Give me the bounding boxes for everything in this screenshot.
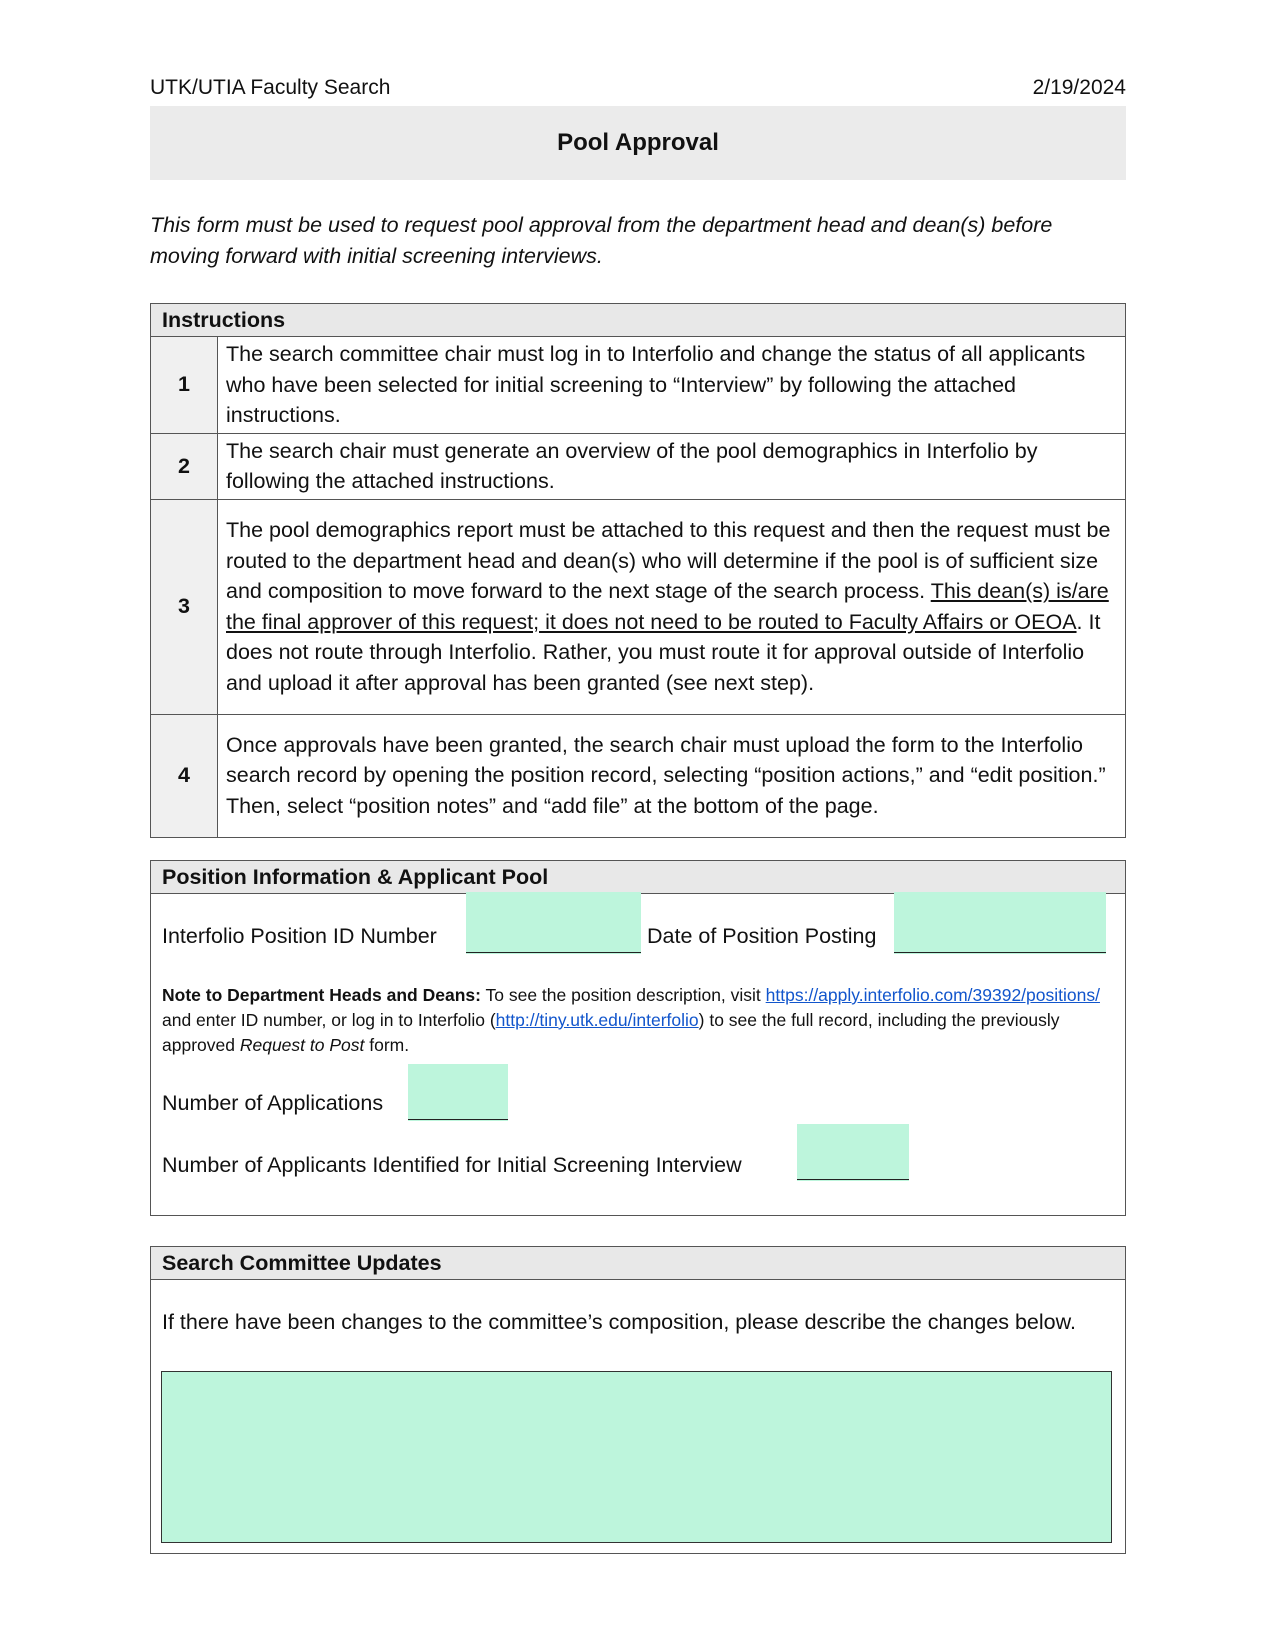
position-id-field[interactable] bbox=[466, 892, 641, 954]
posting-date-label: Date of Position Posting bbox=[647, 924, 877, 948]
note-bold: Note to Department Heads and Deans: bbox=[162, 985, 481, 1005]
title-band bbox=[150, 106, 1126, 180]
step-number: 1 bbox=[151, 337, 218, 434]
note-to-heads bbox=[162, 983, 1112, 1058]
instruction-row bbox=[151, 433, 1126, 499]
committee-updates-section bbox=[150, 1246, 1126, 1554]
note-text: and enter ID number, or log in to Interfolio ( bbox=[162, 1010, 496, 1030]
screening-label: Number of Applicants Identified for Initial Screening Interview bbox=[162, 1153, 742, 1177]
instructions-heading: Instructions bbox=[151, 304, 1126, 337]
note-text: ) to see the full record, including the previously approved bbox=[162, 1010, 1060, 1055]
posting-date-field[interactable] bbox=[894, 892, 1106, 954]
applications-field[interactable] bbox=[408, 1064, 508, 1121]
position-id-label: Interfolio Position ID Number bbox=[162, 924, 437, 948]
note-text: To see the position description, visit bbox=[480, 985, 766, 1005]
updates-heading: Search Committee Updates bbox=[151, 1247, 1125, 1280]
note-italic: Request to Post bbox=[239, 1035, 365, 1055]
screening-field[interactable] bbox=[797, 1124, 909, 1181]
underline bbox=[466, 952, 641, 953]
step-text: The search chair must generate an overview of the pool demographics in Interfolio by following the attached instructions. bbox=[218, 433, 1126, 499]
instruction-row bbox=[151, 714, 1126, 837]
step-text-underlined: This dean(s) is/are the final approver of this request; it does not need to be routed to Faculty Affairs or OEOA bbox=[226, 579, 1109, 634]
header-date: 2/19/2024 bbox=[1032, 76, 1126, 99]
instructions-table bbox=[150, 303, 1126, 838]
step-text-part: The pool demographics report must be attached to this request and then the request must be routed to the department head and dean(s) who will determine if the pool is of sufficient size and composition to move forward to the next stage of the search process. bbox=[226, 518, 1111, 603]
step-number: 3 bbox=[151, 499, 218, 714]
step-text bbox=[218, 499, 1126, 714]
position-heading: Position Information & Applicant Pool bbox=[151, 861, 1125, 894]
positions-link[interactable]: https://apply.interfolio.com/39392/positions/ bbox=[765, 985, 1100, 1005]
underline bbox=[894, 952, 1106, 953]
updates-textarea[interactable] bbox=[161, 1371, 1112, 1543]
page-title: Pool Approval bbox=[557, 129, 719, 156]
intro-text: This form must be used to request pool approval from the department head and dean(s) before moving forward with initial screening interviews. bbox=[150, 213, 1053, 268]
step-text: Once approvals have been granted, the search chair must upload the form to the Interfolio search record by opening the position record, selecting “position actions,” and “edit position.” Then, select “position notes” and “add file” at the bottom of the page. bbox=[218, 714, 1126, 837]
step-text-part: . It does not route through Interfolio. Rather, you must route it for approval outside of Interfolio and upload it after approval has been granted (see next step). bbox=[226, 609, 1101, 695]
instruction-row bbox=[151, 337, 1126, 434]
interfolio-link[interactable]: http://tiny.utk.edu/interfolio bbox=[495, 1010, 699, 1030]
step-number: 4 bbox=[151, 714, 218, 837]
position-info-section bbox=[150, 860, 1126, 1216]
note-text: form. bbox=[364, 1035, 410, 1055]
updates-prompt: If there have been changes to the committee’s composition, please describe the changes below. bbox=[162, 1310, 1076, 1334]
step-number: 2 bbox=[151, 433, 218, 499]
underline bbox=[408, 1119, 508, 1120]
header-left: UTK/UTIA Faculty Search bbox=[150, 76, 391, 99]
step-text: The search committee chair must log in to Interfolio and change the status of all applicants who have been selected for initial screening to “Interview” by following the attached instructions. bbox=[218, 337, 1126, 434]
instruction-row bbox=[151, 499, 1126, 714]
applications-label: Number of Applications bbox=[162, 1091, 384, 1115]
underline bbox=[797, 1179, 909, 1180]
